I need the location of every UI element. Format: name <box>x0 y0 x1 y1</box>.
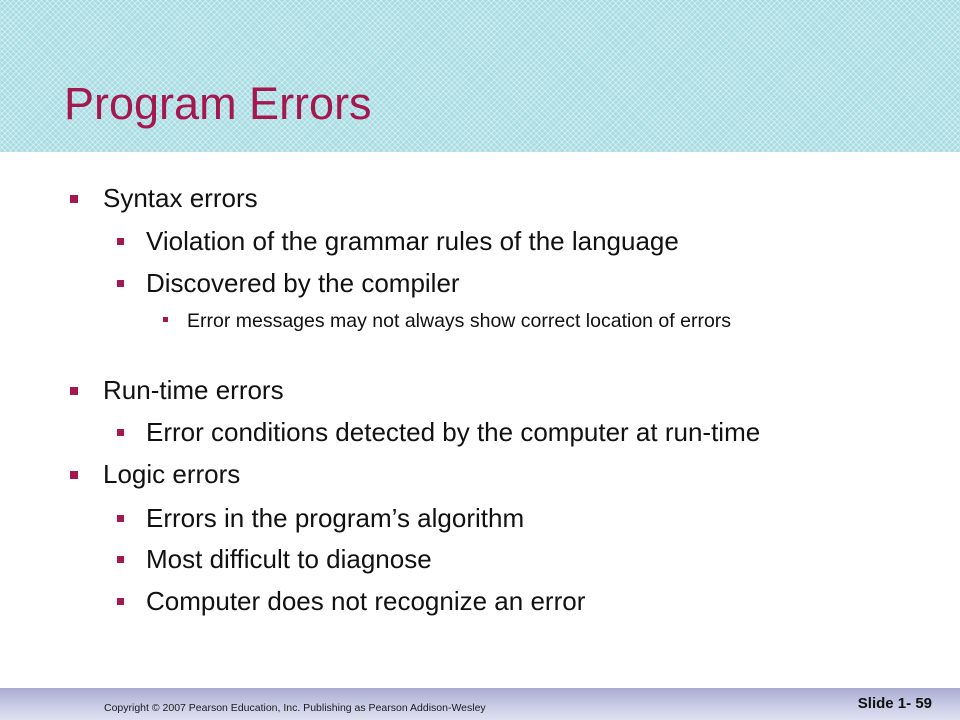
square-bullet-icon <box>163 317 168 322</box>
square-bullet-icon <box>117 429 124 436</box>
bullet-text: Run-time errors <box>103 375 284 405</box>
slide-number: Slide 1- 59 <box>857 695 932 712</box>
bullet-text: Computer does not recognize an error <box>146 586 586 616</box>
square-bullet-icon <box>117 556 124 563</box>
bullet-compiler-discovered <box>146 268 460 298</box>
slide-title: Program Errors <box>64 78 372 129</box>
bullet-text: Most difficult to diagnose <box>146 544 432 574</box>
bullet-text: Errors in the program’s algorithm <box>146 503 525 533</box>
bullet-text: Error messages may not always show correct location of errors <box>187 310 732 332</box>
bullet-text: Syntax errors <box>103 183 258 213</box>
bullet-logic-errors <box>103 459 240 489</box>
bullet-error-conditions <box>146 417 760 447</box>
footer-copyright: Copyright © 2007 Pearson Education, Inc. Publishing as Pearson Addison-Wesley <box>104 702 486 714</box>
bullet-text: Logic errors <box>103 459 241 489</box>
bullet-text: Discovered by the compiler <box>146 268 460 298</box>
bullet-not-recognized <box>146 586 585 616</box>
bullet-error-messages <box>187 308 877 334</box>
bullet-difficult-diagnose <box>146 544 432 574</box>
bullet-algorithm-errors <box>146 503 524 533</box>
square-bullet-icon <box>70 471 78 479</box>
square-bullet-icon <box>117 598 124 605</box>
bullet-syntax-errors <box>103 183 258 213</box>
square-bullet-icon <box>117 515 124 522</box>
bullet-grammar-violation <box>146 226 679 256</box>
square-bullet-icon <box>117 280 124 287</box>
square-bullet-icon <box>117 238 124 245</box>
square-bullet-icon <box>70 387 78 395</box>
bullet-run-time-errors <box>103 375 284 405</box>
bullet-text: Violation of the grammar rules of the language <box>146 226 679 256</box>
square-bullet-icon <box>70 195 78 203</box>
bullet-text: Error conditions detected by the computer at run-time <box>146 417 761 447</box>
footer-band <box>0 688 960 720</box>
